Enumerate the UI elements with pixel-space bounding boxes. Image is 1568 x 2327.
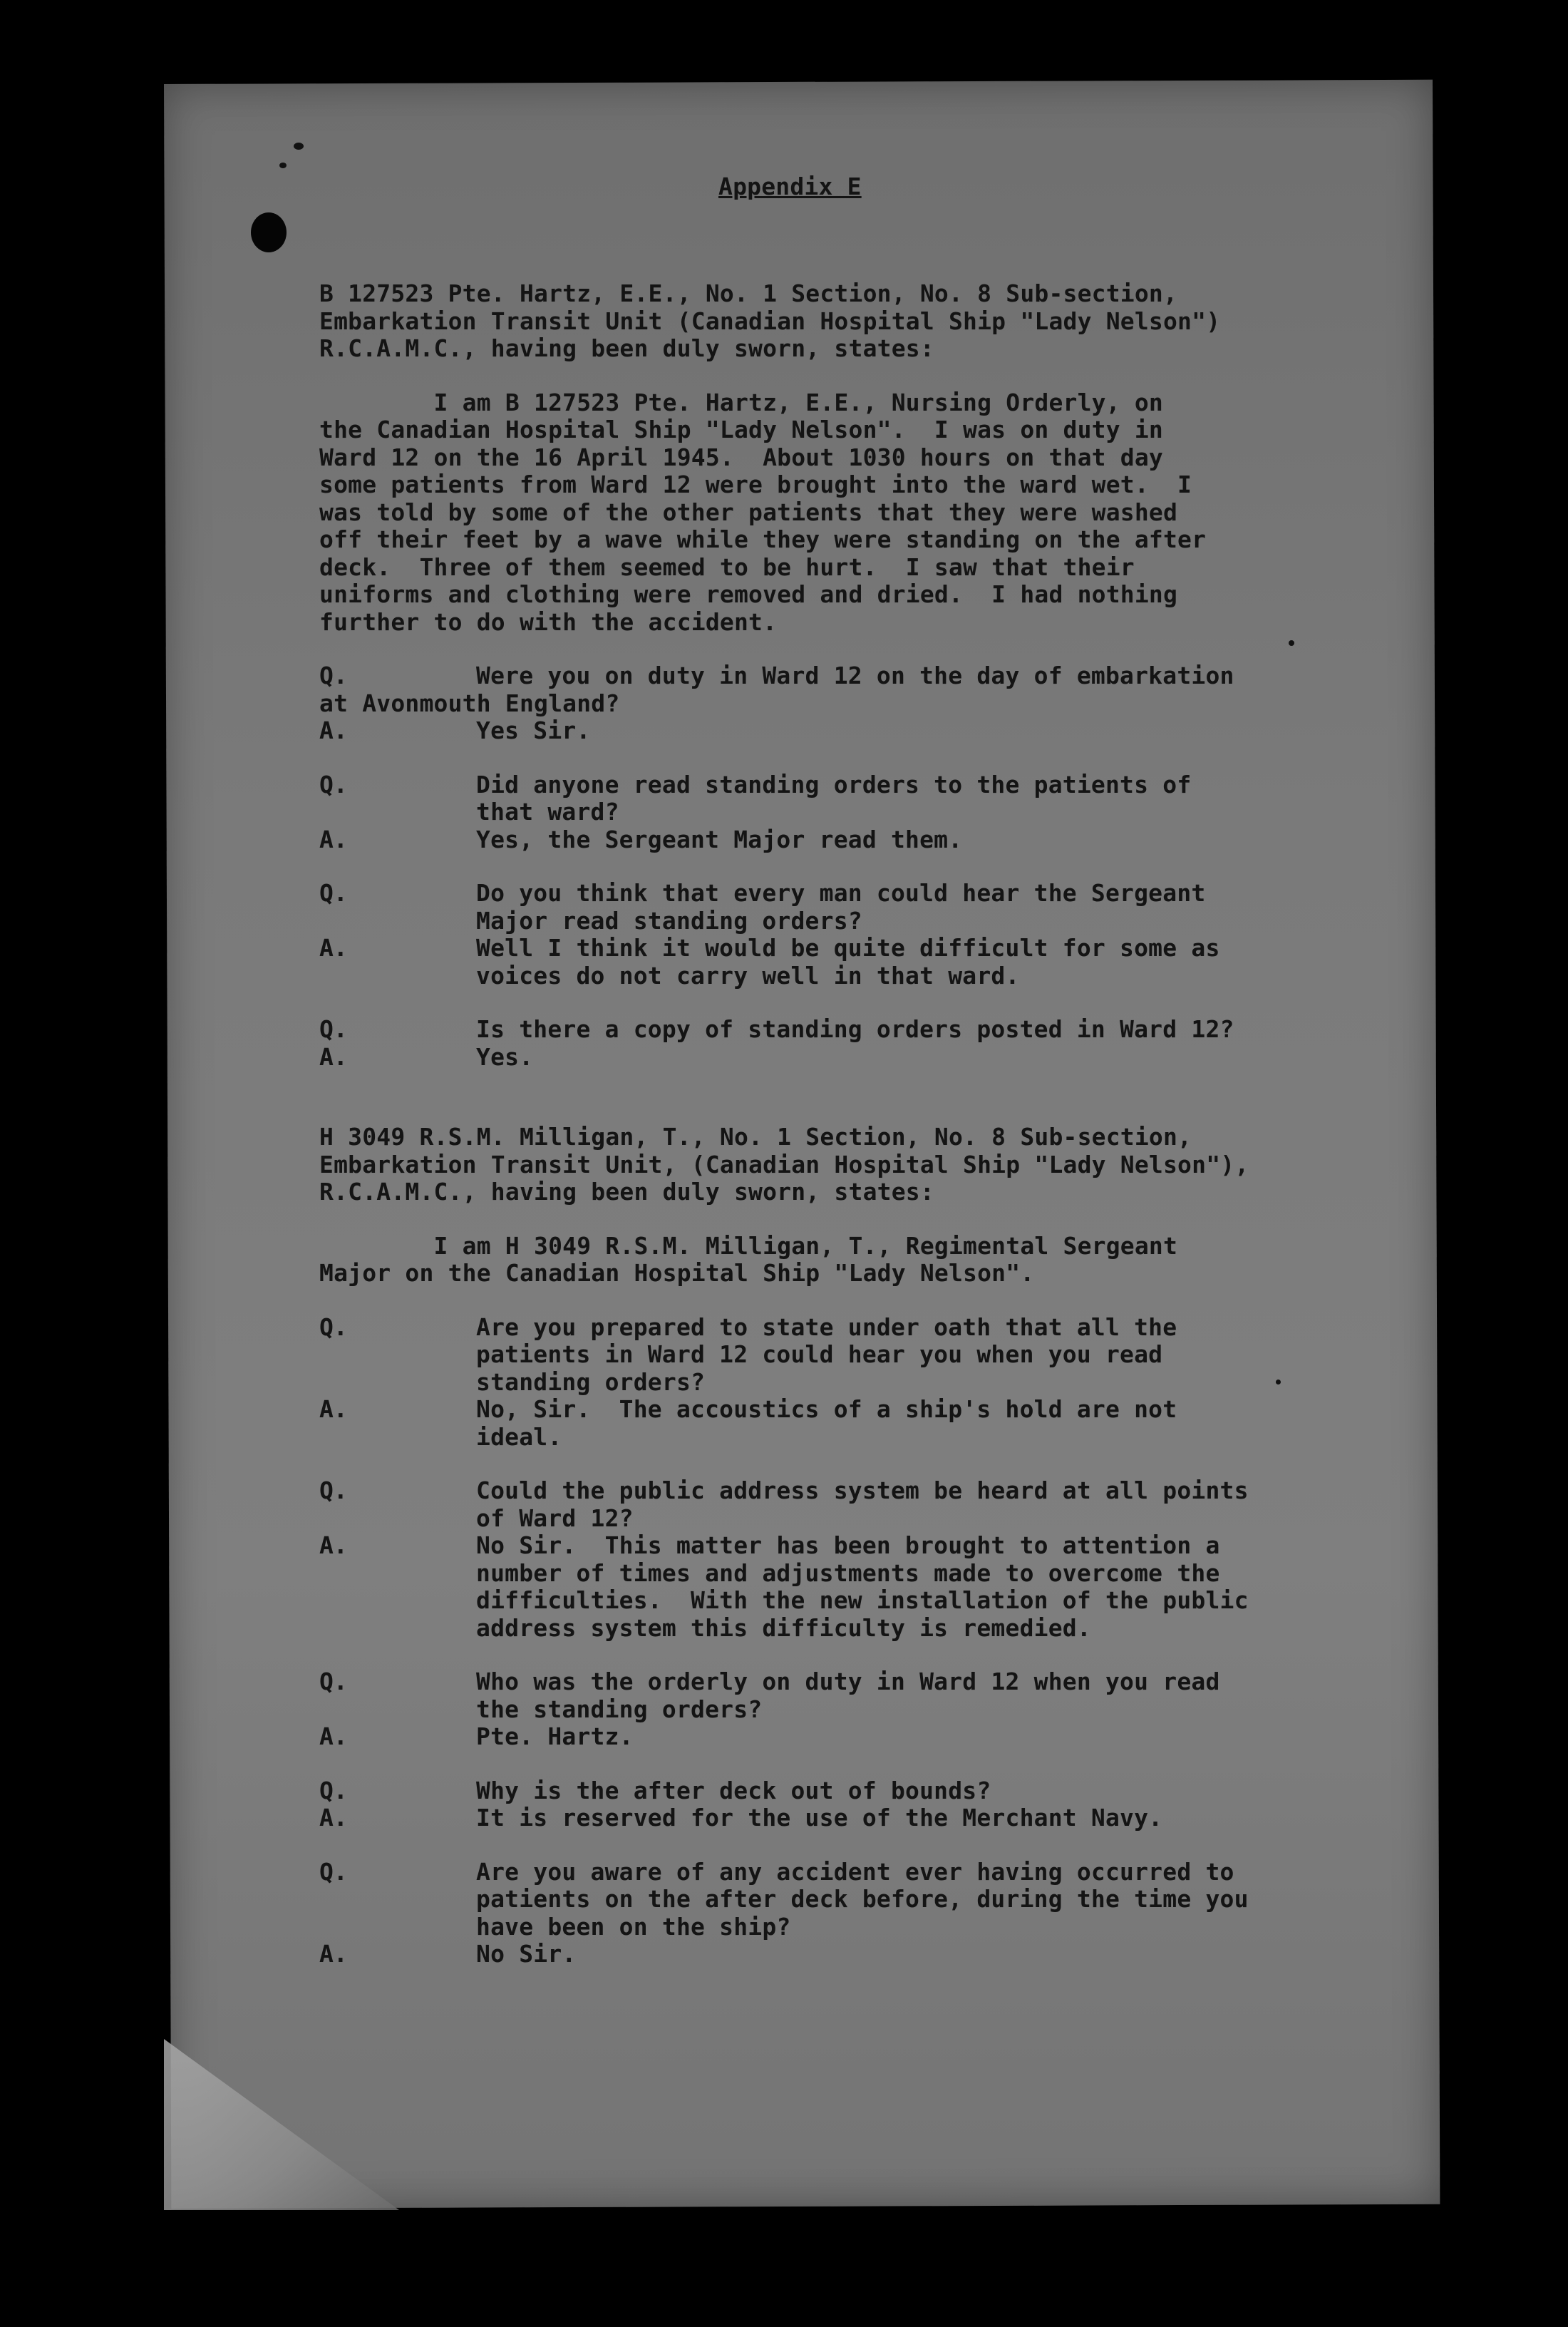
s2-qa-line: the standing orders? [476, 1695, 763, 1723]
s2-header-line: Embarkation Transit Unit, (Canadian Hospital Ship "Lady Nelson"), [319, 1150, 1249, 1178]
document-title: Appendix E [718, 173, 862, 200]
s1-qa-line: Yes. [476, 1042, 534, 1071]
question-marker: Q. [319, 770, 348, 798]
s1-qa-line: Well I think it would be quite difficult for some as [476, 934, 1220, 962]
s1-qa-line: Major read standing orders? [476, 906, 862, 935]
s1-statement-line: off their feet by a wave while they were standing on the after [319, 525, 1207, 553]
answer-marker: A. [319, 825, 348, 853]
s2-qa-line: Are you prepared to state under oath that all the [476, 1313, 1177, 1341]
s1-qa-line: that ward? [476, 798, 619, 826]
s2-qa-line: No, Sir. The accoustics of a ship's hold are not [476, 1395, 1177, 1423]
answer-marker: A. [319, 934, 348, 962]
s2-qa-line: Why is the after deck out of bounds? [476, 1776, 991, 1804]
s2-qa-line: patients on the after deck before, during the time you [476, 1885, 1249, 1913]
s2-qa-line: ideal. [476, 1422, 562, 1451]
s1-header-line: R.C.A.M.C., having been duly sworn, states: [319, 334, 934, 362]
s2-statement-line: I am H 3049 R.S.M. Milligan, T., Regimental Sergeant [319, 1231, 1178, 1260]
ink-speck [1276, 1380, 1281, 1385]
s2-qa-line: difficulties. With the new installation of the public [476, 1586, 1249, 1614]
question-marker: Q. [319, 1476, 348, 1504]
s2-statement-line: Major on the Canadian Hospital Ship "Lady Nelson". [319, 1259, 1035, 1287]
s2-qa-line: Could the public address system be heard at all points [476, 1476, 1249, 1504]
answer-marker: A. [319, 1804, 348, 1832]
answer-marker: A. [319, 1940, 348, 1968]
s2-qa-line: address system this difficulty is remedied. [476, 1613, 1091, 1642]
s2-qa-line: No Sir. [476, 1940, 577, 1968]
s2-qa-line: standing orders? [476, 1367, 706, 1396]
ink-speck [1289, 640, 1294, 646]
s1-header-line: B 127523 Pte. Hartz, E.E., No. 1 Section, No. 8 Sub-section, [319, 279, 1178, 307]
question-marker: Q. [319, 1015, 348, 1043]
answer-marker: A. [319, 1531, 348, 1559]
s1-qa-line: Did anyone read standing orders to the patients of [476, 770, 1192, 798]
question-marker: Q. [319, 1313, 348, 1341]
answer-marker: A. [319, 1395, 348, 1423]
s2-header-line: R.C.A.M.C., having been duly sworn, states: [319, 1178, 934, 1206]
s1-statement-line: I am B 127523 Pte. Hartz, E.E., Nursing Orderly, on [319, 388, 1163, 416]
s1-statement-line: some patients from Ward 12 were brought into the ward wet. I [319, 471, 1192, 498]
answer-marker: A. [319, 1722, 348, 1750]
punch-hole [251, 212, 287, 252]
s2-qa-line: patients in Ward 12 could hear you when you read [476, 1340, 1163, 1368]
question-marker: Q. [319, 662, 348, 689]
s1-qa-line: Were you on duty in Ward 12 on the day of embarkation [476, 662, 1234, 689]
s2-qa-line: It is reserved for the use of the Merchant Navy. [476, 1804, 1163, 1832]
answer-marker: A. [319, 716, 348, 744]
ink-speck [294, 143, 304, 150]
s1-header-line: Embarkation Transit Unit (Canadian Hospital Ship "Lady Nelson") [319, 307, 1221, 335]
s2-qa-line: Who was the orderly on duty in Ward 12 when you read [476, 1668, 1220, 1695]
s1-qa-line: Yes Sir. [476, 716, 591, 744]
s1-statement-line: Ward 12 on the 16 April 1945. About 1030 hours on that day [319, 443, 1163, 471]
s1-qa-line: Is there a copy of standing orders posted in Ward 12? [476, 1015, 1234, 1043]
answer-marker: A. [319, 1042, 348, 1071]
s1-statement-line: was told by some of the other patients that they were washed [319, 498, 1178, 526]
s1-qa-line: Do you think that every man could hear the Sergeant [476, 879, 1206, 907]
s1-qa-line: voices do not carry well in that ward. [476, 961, 1020, 990]
s2-qa-line: number of times and adjustments made to overcome the [476, 1558, 1220, 1587]
s2-header-line: H 3049 R.S.M. Milligan, T., No. 1 Section, No. 8 Sub-section, [319, 1123, 1192, 1151]
s2-qa-line: have been on the ship? [476, 1912, 791, 1941]
ink-speck [279, 163, 287, 168]
s1-statement-line: deck. Three of them seemed to be hurt. I saw that their [319, 553, 1135, 581]
s1-statement-line: uniforms and clothing were removed and dried. I had nothing [319, 580, 1178, 608]
s1-qa-line: Yes, the Sergeant Major read them. [476, 825, 963, 853]
question-marker: Q. [319, 1857, 348, 1886]
question-marker: Q. [319, 879, 348, 907]
s1-statement-line: further to do with the accident. [319, 607, 778, 636]
s2-qa-line: No Sir. This matter has been brought to attention a [476, 1531, 1220, 1559]
s2-qa-line: of Ward 12? [476, 1504, 634, 1532]
s1-qa-line: at Avonmouth England? [319, 689, 620, 717]
s2-qa-line: Are you aware of any accident ever having occurred to [476, 1857, 1234, 1886]
s1-statement-line: the Canadian Hospital Ship "Lady Nelson". I was on duty in [319, 416, 1163, 443]
question-marker: Q. [319, 1668, 348, 1695]
question-marker: Q. [319, 1776, 348, 1804]
s2-qa-line: Pte. Hartz. [476, 1722, 634, 1750]
